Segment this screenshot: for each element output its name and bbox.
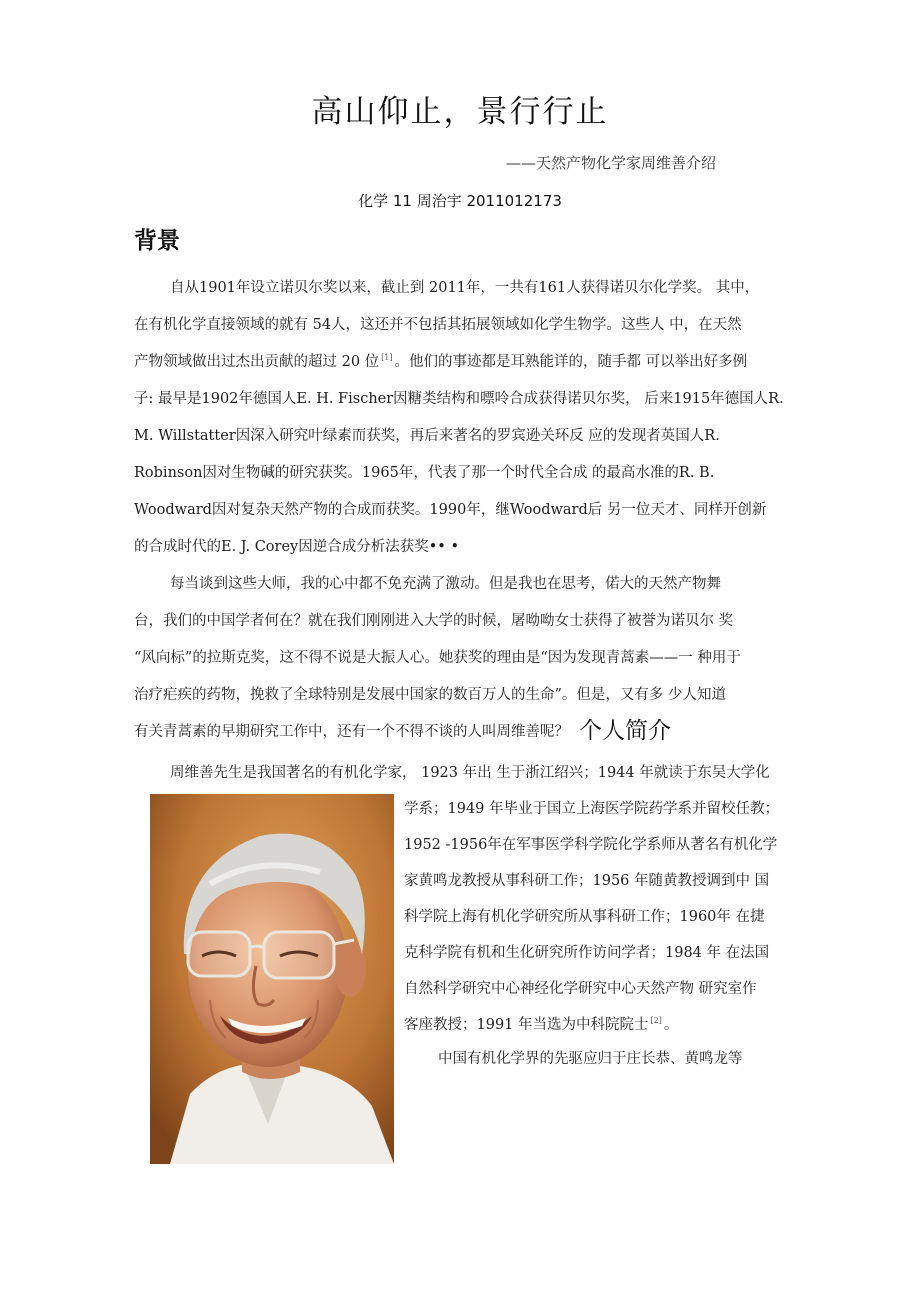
paragraph-line: Robinson因对生物碱的研究获奖。1965年，代表了那一个时代全合成 的最高水准的R. B. — [134, 465, 715, 481]
page-subtitle: ——天然产物化学家周维善介绍 — [506, 154, 717, 172]
paragraph-line: 的合成时代的E. J. Corey因逆合成分析法获奖•• • — [134, 539, 460, 555]
paragraph-line: 中国有机化学界的先驱应归于庄长恭、黄鸣龙等 — [438, 1051, 743, 1067]
paragraph-line: 子: 最早是1902年德国人E. H. Fischer因糖类结构和嘌呤合成获得诺贝尔奖， 后来1915年德国人R. — [134, 391, 784, 407]
paragraph-line: Woodward因对复杂天然产物的合成而获奖。1990年，继Woodward后 另一位天才、同样开创新 — [134, 502, 767, 518]
paragraph-line: “风向标”的拉斯克奖，这不得不说是大振人心。她获奖的理由是“因为发现青蒿素——一 种用于 — [134, 650, 741, 666]
citation-ref[interactable]: [2] — [650, 1016, 662, 1025]
paragraph-line: 每当谈到这些大师，我的心中都不免充满了激动。但是我也在思考，偌大的天然产物舞 — [170, 576, 721, 592]
paragraph-text: 有关青蒿素的早期研究工作中，还有一个不得不谈的人叫周维善呢？ — [134, 724, 569, 740]
paragraph-line: 科学院上海有机化学研究所从事科研工作；1960年 在捷 — [404, 909, 765, 925]
citation-ref[interactable]: [1] — [381, 353, 393, 362]
paragraph-line: 治疗疟疾的药物，挽救了全球特别是发展中国家的数百万人的生命”。但是，又有多 少人知道 — [134, 687, 727, 703]
author-line: 化学 11 周治宇 2011012173 — [358, 192, 562, 210]
paragraph-line: 周维善先生是我国著名的有机化学家， 1923 年出 生于浙江绍兴；1944 年就读于东吴大学化 — [170, 765, 770, 781]
paragraph-line: 台，我们的中国学者何在？就在我们刚刚进入大学的时候，屠呦呦女士获得了被誉为诺贝尔 奖 — [134, 613, 734, 629]
paragraph-text: 客座教授；1991 年当选为中科院院士 — [404, 1017, 649, 1033]
paragraph-text: 。 — [663, 1017, 679, 1033]
paragraph-line: 自从1901年设立诺贝尔奖以来，截止到 2011年，一共有161人获得诺贝尔化学奖。 其中， — [170, 280, 760, 296]
portrait-illustration — [150, 794, 394, 1164]
section-heading-profile: 个人简介 — [579, 718, 671, 744]
paragraph-text: 产物领域做出过杰出贡献的超过 20 位 — [134, 354, 380, 370]
paragraph-line: 自然科学研究中心神经化学研究中心天然产物 研究室作 — [404, 981, 757, 997]
paragraph-line — [404, 1013, 678, 1034]
paragraph-line: 家黄鸣龙教授从事科研工作；1956 年随黄教授调到中 国 — [404, 873, 770, 889]
paragraph-line: M. Willstatter因深入研究叶绿素而获奖，再后来著名的罗宾逊关环反 应的发现者英国人R. — [134, 428, 720, 444]
paragraph-line: 克科学院有机和生化研究所作访问学者；1984 年 在法国 — [404, 945, 770, 961]
portrait-photo — [150, 794, 394, 1164]
paragraph-line — [134, 712, 671, 745]
paragraph-line — [134, 350, 747, 371]
paragraph-line: 在有机化学直接领域的就有 54人，这还并不包括其拓展领域如化学生物学。这些人 中，在天然 — [134, 317, 742, 333]
paragraph-text: 。他们的事迹都是耳熟能详的，随手都 可以举出好多例 — [394, 354, 748, 370]
section-heading-background: 背景 — [134, 228, 180, 254]
page-title: 高山仰止，景行行止 — [311, 94, 609, 130]
paragraph-line: 学系；1949 年毕业于国立上海医学院药学系并留校任教； — [404, 801, 780, 817]
paragraph-line: 1952 -1956年在军事医学科学院化学系师从著名有机化学 — [404, 837, 778, 853]
